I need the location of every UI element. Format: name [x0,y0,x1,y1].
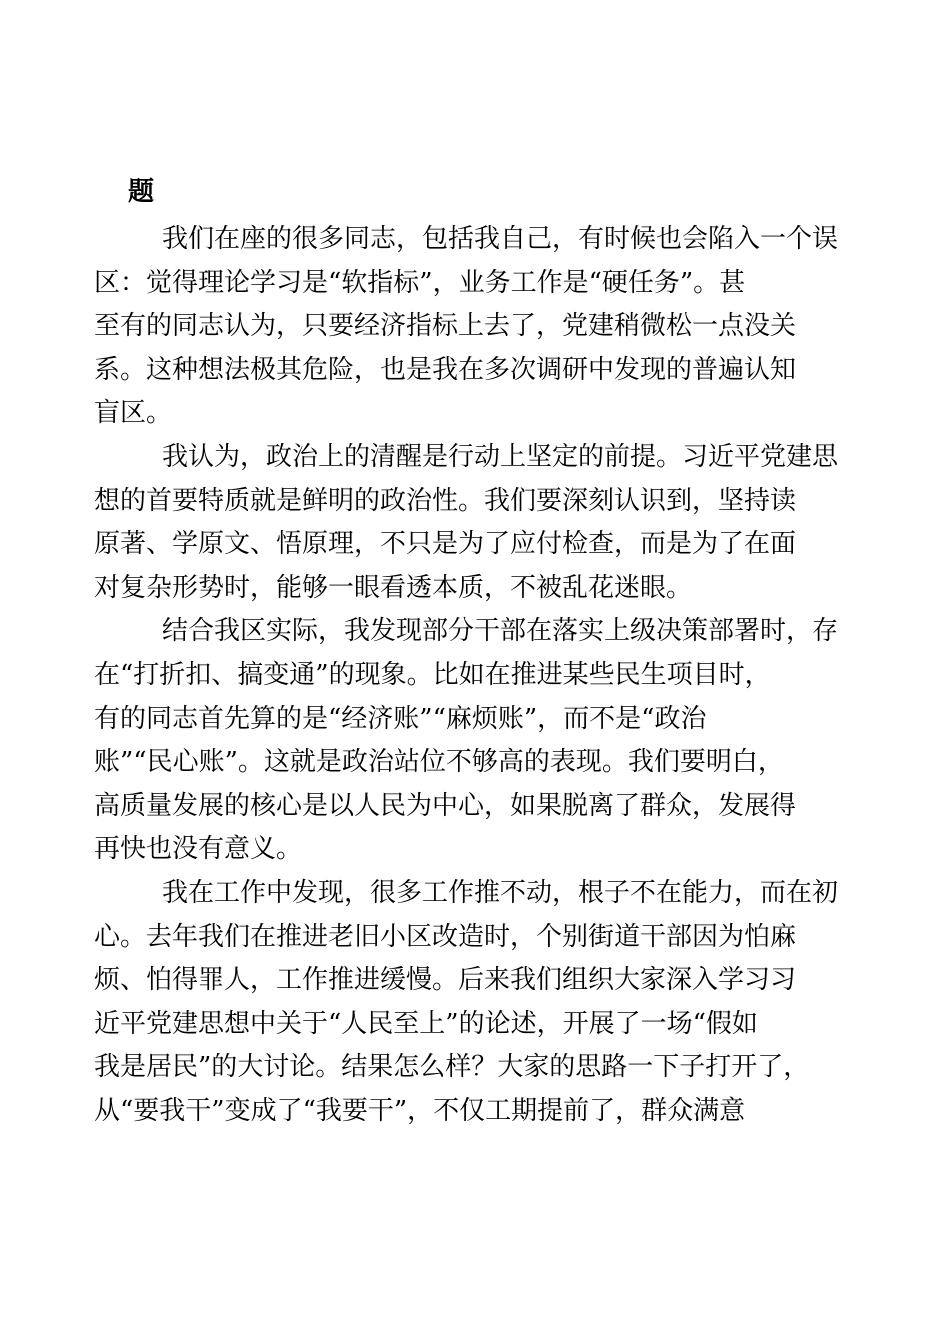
text-line: 烦、怕得罪人，工作推进缓慢。后来我们组织大家深入学习习 [94,965,797,996]
body-text [94,218,839,1133]
text-line: 从“要我干”变成了“我要干”，不仅工期提前了，群众满意 [94,1095,746,1126]
paragraph-3 [94,610,839,872]
text-line: 再快也没有意义。 [94,834,303,865]
text-line: 想的首要特质就是鲜明的政治性。我们要深刻认识到，坚持读 [94,485,797,516]
text-line: 有的同志首先算的是“经济账”“麻烦账”，而不是“政治 [94,703,707,734]
paragraph-2 [94,436,839,610]
section-heading-fragment: 题 [128,177,155,207]
text-line: 我们在座的很多同志，包括我自己，有时候也会陷入一个误 [162,224,839,254]
text-line: 系。这种想法极其危险，也是我在多次调研中发现的普遍认知 [94,354,797,385]
text-line: 心。去年我们在推进老旧小区改造时，个别街道干部因为怕麻 [94,921,797,952]
paragraph-4 [94,872,839,1134]
text-line: 盲区。 [94,398,173,429]
paragraph-1 [94,218,839,436]
text-line: 至有的同志认为，只要经济指标上去了，党建稍微松一点没关 [94,311,797,342]
text-line: 在“打折扣、搞变通”的现象。比如在推进某些民生项目时， [94,659,771,690]
text-line: 原著、学原文、悟原理，不只是为了应付检查，而是为了在面 [94,529,797,560]
text-line: 我是居民”的大讨论。结果怎么样？大家的思路一下子打开了， [94,1052,810,1083]
text-line: 高质量发展的核心是以人民为中心，如果脱离了群众，发展得 [94,790,797,821]
text-line: 我在工作中发现，很多工作推不动，根子不在能力，而在初 [162,877,839,908]
text-line: 区：觉得理论学习是“软指标”，业务工作是“硬任务”。甚 [94,267,746,298]
text-line: 近平党建思想中关于“人民至上”的论述，开展了一场“假如 [94,1008,758,1039]
text-line: 结合我区实际，我发现部分干部在落实上级决策部署时，存 [162,616,839,647]
text-line: 我认为，政治上的清醒是行动上坚定的前提。习近平党建思 [162,441,839,472]
text-line: 对复杂形势时，能够一眼看透本质，不被乱花迷眼。 [94,572,693,603]
text-line: 账”“民心账”。这就是政治站位不够高的表现。我们要明白， [94,747,784,778]
